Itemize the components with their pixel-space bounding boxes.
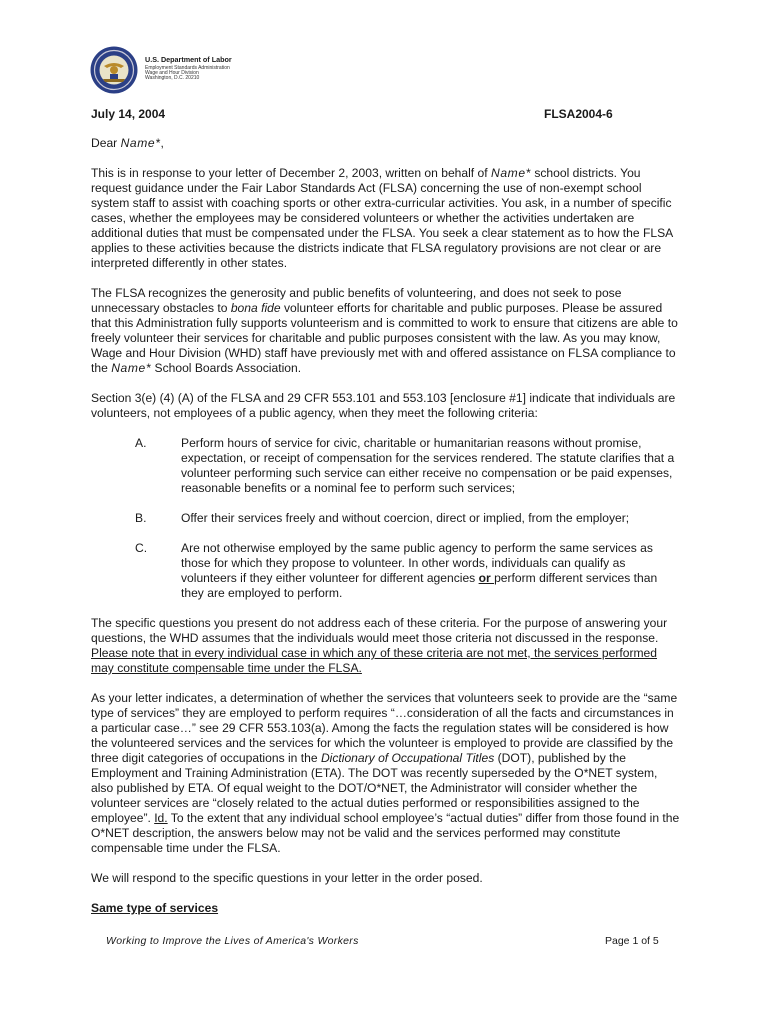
salutation: Dear Name*,	[91, 136, 164, 150]
agency-subline: Employment Standards Administration	[145, 64, 230, 71]
paragraph-intro: This is in response to your letter of December 2, 2003, written on behalf of Name* school districts. You request guidance under the Fair Labor Standards Act (FLSA) concerning the use of non-exempt school system staff to assist with coaching sports or other extra-curricular activities. You ask, in a number of specific cases, whether the employees may be considered volunteers or whether the activities undertaken are additional duties that must be compensated under the FLSA. You seek a clear statement as to how the FLSA applies to these activities because the districts indicate that FLSA regulatory provisions are not clear or are interpreted differently in other states.	[91, 166, 673, 270]
redacted-name: Name*	[120, 136, 161, 150]
redacted-name: Name*	[111, 361, 152, 375]
page-number: Page 1 of 5	[605, 935, 659, 947]
paragraph-volunteering: The FLSA recognizes the generosity and public benefits of volunteering, and does not seek to pose unnecessary obstacles to bona fide volunteer efforts for charitable and public purposes. Please be assured that this Administration fully supports volunteerism and is committed to work to ensure that citizens are able to freely volunteer their services for charitable and public purposes consistent with the law. As you may know, Wage and Hour Division (WHD) staff have previously met with and offered assistance on FLSA compliance to the Name* School Boards Association.	[91, 286, 678, 375]
criterion-b: B. Offer their services freely and without coercion, direct or implied, from the employer;	[135, 511, 630, 525]
paragraph-order: We will respond to the specific questions in your letter in the order posed.	[91, 871, 483, 885]
agency-name: U.S. Department of Labor	[145, 55, 232, 64]
redacted-name: Name*	[490, 166, 531, 180]
criterion-letter: C.	[135, 541, 148, 555]
letter-date: July 14, 2004	[91, 107, 166, 121]
dol-seal-icon	[90, 46, 138, 94]
criterion-letter: B.	[135, 511, 147, 525]
underlined-note: Please note that in every individual case in which any of these criteria are not met, the services performed may constitute compensable time under the FLSA.	[91, 646, 658, 675]
document-number: FLSA2004-6	[544, 107, 613, 121]
paragraph-same-services: As your letter indicates, a determination of whether the services that volunteers seek to provide are the “same type of services” they are employed to perform requires “…consideration of all the facts and circumstances in a particular case…” see 29 CFR 553.103(a). Among the facts the regulation states will be considered is how the volunteered services and the services for which the volunteer is employed to provide are classified by the three digit categories of occupations in the Dictionary of Occupational Titles (DOT), published by the Employment and Training Administration (ETA). The DOT was recently superseded by the O*NET system, also published by ETA. Of equal weight to the DOT/O*NET, the Administrator will consider whether the volunteer services are “closely related to the actual duties performed or responsibilities assigned to the employee”. Id. To the extent that any individual school employee’s “actual duties” differ from those found in the O*NET description, the answers below may not be valid and the services performed may constitute compensable time under the FLSA.	[91, 691, 680, 855]
agency-block	[145, 56, 232, 81]
agency-subline: Wage and Hour Division	[145, 69, 199, 76]
section-heading: Same type of services	[91, 901, 219, 915]
criterion-c: C. Are not otherwise employed by the same public agency to perform the same services as those for which they propose to volunteer. In other words, individuals can qualify as volunteers if they either volunteer for different agencies or perform different services than they are employed to perform.	[135, 541, 658, 600]
footer-motto: Working to Improve the Lives of America's Workers	[106, 935, 359, 947]
paragraph-assumption: The specific questions you present do not address each of these criteria. For the purpose of answering your questions, the WHD assumes that the individuals would meet those criteria not discussed in the response. Please note that in every individual case in which any of these criteria are not met, the services performed may constitute compensable time under the FLSA.	[91, 616, 668, 675]
criterion-letter: A.	[135, 436, 147, 450]
paragraph-criteria-intro: Section 3(e) (4) (A) of the FLSA and 29 CFR 553.101 and 553.103 [enclosure #1] indicate that individuals are volunteers, not employees of a public agency, when they meet the following criteria:	[91, 391, 676, 420]
criterion-a: A. Perform hours of service for civic, charitable or humanitarian reasons without promise, expectation, or receipt of compensation for the services rendered. The statute clarifies that a volunteer performing such service can either receive no compensation or be paid expenses, reasonable benefits or a nominal fee to perform such services;	[135, 436, 675, 495]
letter-body	[91, 136, 681, 916]
agency-subline: Washington, D.C. 20210	[145, 75, 200, 82]
